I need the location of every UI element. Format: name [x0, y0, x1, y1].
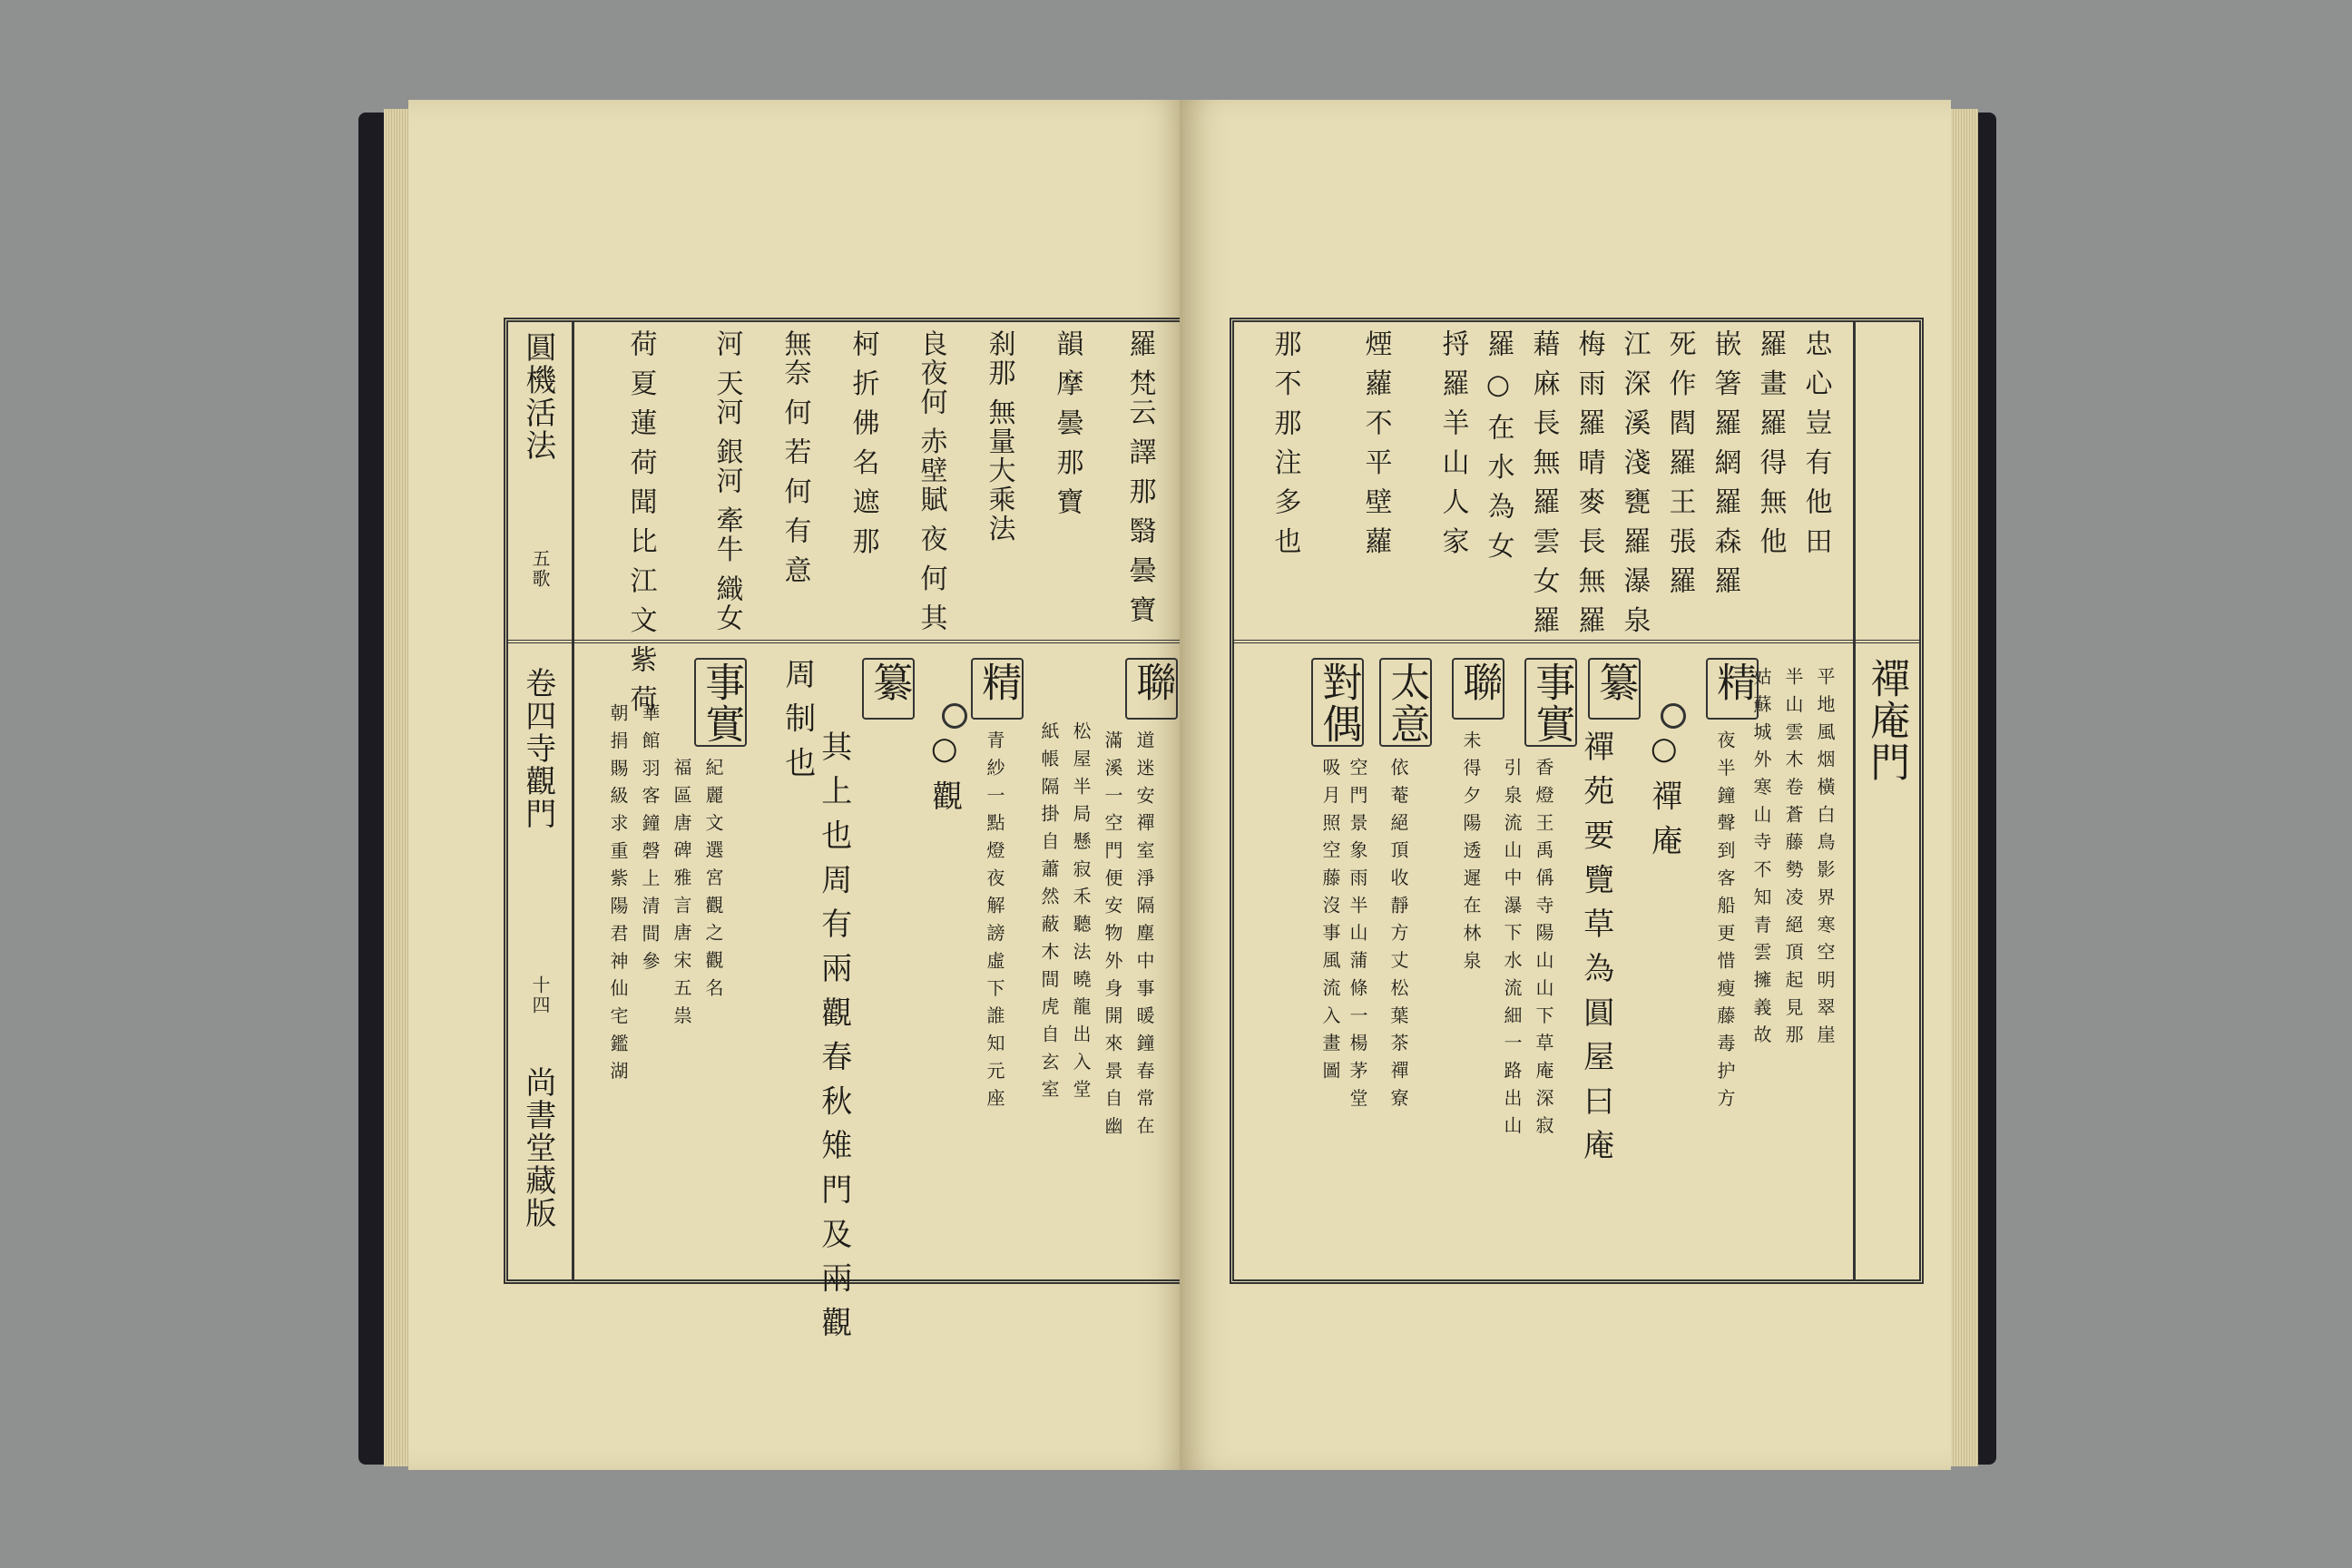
lower-column: 吸 月 照 空 藤 沒 事 風 流 入 畫 圖: [1319, 758, 1341, 1081]
lower-column: 香 燈 王 禹 偁 寺 陽 山 山 下 草 庵 深 寂: [1533, 758, 1554, 1136]
upper-column: 羅 梵云 譯 那 翳 曇 寶: [1123, 329, 1156, 625]
lower-column: 其 上 也 周 有 兩 觀 春 秋 雉 門 及 兩 觀: [815, 730, 852, 1339]
lower-column: 朝 捐 賜 級 求 重 紫 陽 君 神 仙 宅 鑑 湖: [607, 703, 629, 1082]
publisher-mark: 尚書堂藏版: [519, 1066, 556, 1230]
circle-marker: [942, 703, 967, 729]
section-head-shishi: 事實: [1524, 658, 1577, 747]
upper-column: 捋 羅 羊 山 人 家: [1436, 329, 1469, 556]
book-title: 圓機活法: [519, 331, 556, 462]
upper-column: 嵌 箸 羅 網 羅 森 羅: [1709, 329, 1741, 596]
section-head-shishi: 事實: [694, 658, 747, 747]
lower-column: 滿 溪 一 空 門 便 安 物 外 身 開 來 景 自 幽: [1102, 730, 1123, 1137]
right-text-frame: [1230, 318, 1924, 1284]
section-head-zuan: 纂: [862, 658, 915, 720]
left-text-frame: [504, 318, 1198, 1339]
lower-column: 禪 苑 要 覽 草 為 圓 屋 曰 庵: [1577, 730, 1614, 1162]
chapter-title: 卷四寺觀門: [519, 667, 556, 830]
right-section-divider: [1234, 640, 1919, 643]
section-head-taiyi: 太意: [1379, 658, 1432, 747]
lower-column: 松 屋 半 局 懸 寂 禾 聽 法 曉 龍 出 入 堂: [1070, 721, 1092, 1100]
upper-column: 刹那 無量大乘法: [983, 329, 1015, 544]
right-margin-column: [1853, 322, 1919, 1279]
section-head-jing: 精: [1706, 658, 1759, 720]
left-margin-column: [508, 322, 574, 1279]
left-section-divider: [508, 640, 1193, 643]
lower-column: 道 迷 安 禪 室 淨 隔 塵 中 事 暖 鐘 春 常 在: [1133, 730, 1155, 1137]
upper-column: 死 作 閻 羅 王 張 羅: [1663, 329, 1696, 596]
upper-column: 韻 摩 曇 那 寶: [1051, 329, 1083, 517]
lower-column: 平 地 風 烟 橫 白 鳥 影 界 寒 空 明 翠 崖: [1814, 667, 1836, 1045]
lower-column: 青 紗 一 點 燈 夜 解 謗 虛 下 誰 知 元 座: [984, 730, 1005, 1109]
lower-column: 未 得 夕 陽 透 遲 在 林 泉: [1460, 730, 1482, 971]
lower-column: 周 制 也: [779, 658, 816, 779]
section-label: 五歌: [529, 549, 551, 589]
upper-column: 柯 折 佛 名 遮 那: [847, 329, 879, 556]
lower-column: 引 泉 流 山 中 瀑 下 水 流 細 一 路 出 山: [1501, 758, 1523, 1136]
upper-column: 那 不 那 注 多 也: [1269, 329, 1301, 556]
section-head-lian: 聯: [1452, 658, 1504, 720]
section-head-zuan: 纂: [1588, 658, 1641, 720]
entry-title-chanan: ○ 禪 庵: [1645, 730, 1682, 858]
upper-column: 羅 畫 羅 得 無 他: [1754, 329, 1787, 556]
lower-column: 夜 半 鐘 聲 到 客 船 更 惜 瘦 藤 毒 护 方: [1714, 730, 1736, 1109]
upper-column: 藉 麻 長 無 羅 雲 女 羅: [1527, 329, 1560, 635]
upper-column: 河 天河 銀河 牽牛 織女: [710, 329, 743, 633]
upper-column: 梅 雨 羅 晴 麥 長 無 羅: [1573, 329, 1605, 635]
upper-column: 忠 心 豈 有 他 田: [1799, 329, 1832, 556]
lower-column: 華 館 羽 客 鐘 磬 上 清 間 參: [639, 703, 661, 972]
upper-column: 煙 蘿 不 平 壁 蘿: [1359, 329, 1392, 556]
upper-column: 江 深 溪 淺 甕 羅 瀑 泉: [1618, 329, 1651, 635]
lower-column: 紀 麗 文 選 宮 觀 之 觀 名: [702, 758, 724, 998]
entry-title-guan: ○ 觀: [926, 730, 963, 813]
lower-column: 姑 蘇 城 外 寒 山 寺 不 知 青 雲 擁 義 故: [1750, 667, 1772, 1045]
lower-column: 依 菴 絕 頂 收 靜 方 丈 松 葉 茶 禪 寮: [1387, 758, 1409, 1109]
lower-column: 福 區 唐 碑 雅 言 唐 宋 五 祟: [671, 758, 692, 1026]
circle-marker: [1661, 703, 1686, 729]
section-head-duiou: 對偶: [1311, 658, 1364, 747]
lower-column: 紙 帳 隔 掛 自 蕭 然 蔽 木 間 虎 自 玄 室: [1038, 721, 1060, 1100]
upper-column: 良夜何 赤壁賦 夜 何 其: [915, 329, 947, 633]
lower-column: 空 門 景 象 雨 半 山 蒲 條 一 楊 茅 堂: [1347, 758, 1368, 1109]
running-title: 禪庵門: [1863, 658, 1910, 783]
upper-column: 無奈 何 若 何 有 意: [779, 329, 811, 585]
right-page: [1180, 100, 1951, 1470]
lower-column: 半 山 雲 木 卷 蒼 藤 勢 凌 絕 頂 起 見 那: [1782, 667, 1804, 1045]
left-page: [408, 100, 1189, 1470]
open-book: [358, 100, 1996, 1470]
section-head-lian: 聯: [1125, 658, 1178, 720]
page-number: 十四: [529, 975, 551, 1015]
section-head-jing: 精: [971, 658, 1024, 720]
upper-column: 荷 夏 蓮 荷 聞 比 江 文 紫 荷: [624, 329, 657, 714]
upper-column: 羅 ○ 在 水 為 女: [1482, 329, 1514, 561]
